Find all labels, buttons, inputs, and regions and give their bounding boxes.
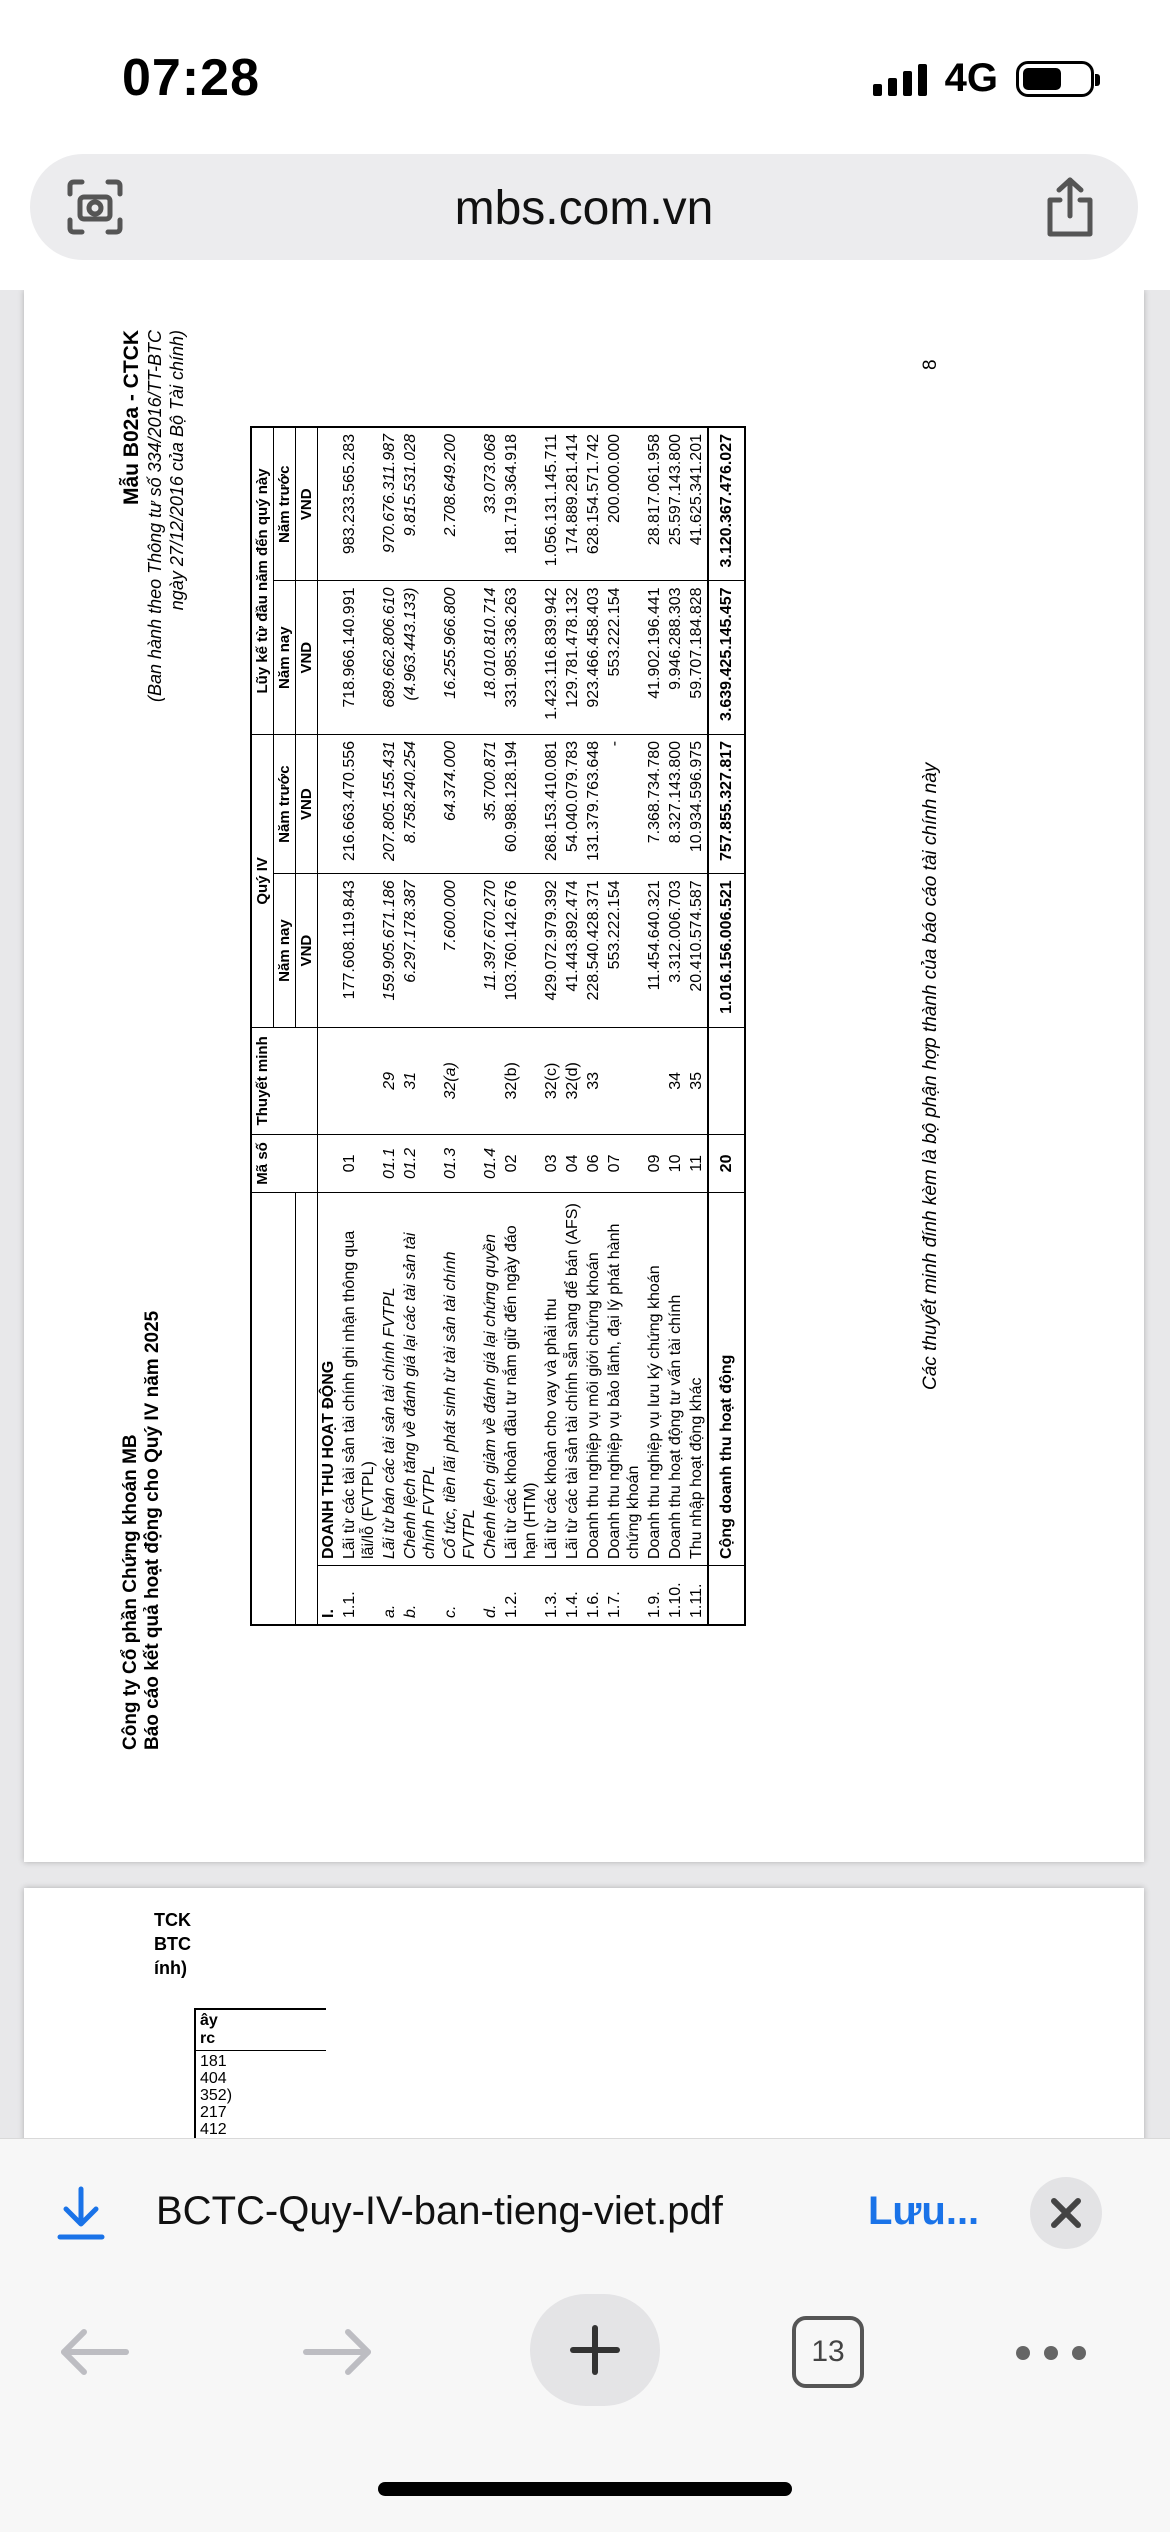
table-row xyxy=(501,427,541,1625)
q-current: 3.312.006.703 xyxy=(665,874,686,1027)
row-note xyxy=(644,1027,665,1134)
q-previous: 54.040.079.783 xyxy=(562,734,583,873)
table-row xyxy=(644,427,665,1625)
q-previous: 64.374.000 xyxy=(440,734,480,873)
signal-strength-icon xyxy=(873,62,927,96)
row-label: Doanh thu hoạt động tư vấn tài chính xyxy=(665,1193,686,1566)
total-ytd-previous: 3.120.367.476.027 xyxy=(708,427,745,581)
pdf-viewer[interactable] xyxy=(0,290,1170,2138)
row-index: 1.3. xyxy=(541,1566,562,1626)
q-current: 429.072.979.392 xyxy=(541,874,562,1027)
ytd-current: 129.781.478.132 xyxy=(562,581,583,734)
company-name: Công ty Cổ phần Chứng khoán MB xyxy=(120,1434,141,1750)
q-previous: 216.663.470.556 xyxy=(339,734,379,873)
ytd-current: 553.222.154 xyxy=(604,581,644,734)
row-code: 01.4 xyxy=(480,1134,501,1192)
table-row xyxy=(379,427,400,1625)
page2-col-head-line: rc xyxy=(200,2030,216,2047)
q-previous: 35.700.871 xyxy=(480,734,501,873)
row-note xyxy=(604,1027,644,1134)
circular-reference xyxy=(144,330,188,702)
close-icon xyxy=(1030,2177,1102,2249)
table-row xyxy=(480,427,501,1625)
ytd-current: 16.255.966.800 xyxy=(440,581,480,734)
status-time: 07:28 xyxy=(122,49,260,107)
row-note: 32(c) xyxy=(541,1027,562,1134)
ytd-current: (4.963.443.133) xyxy=(400,581,440,734)
download-icon[interactable] xyxy=(56,2185,106,2241)
ytd-previous: 174.889.281.414 xyxy=(562,427,583,581)
table-row xyxy=(400,427,440,1625)
ytd-previous: 983.233.565.283 xyxy=(339,427,379,581)
ytd-previous: 628.154.571.742 xyxy=(583,427,604,581)
table-row xyxy=(686,427,708,1625)
table-row xyxy=(665,427,686,1625)
table-row xyxy=(440,427,480,1625)
ytd-current: 718.966.140.991 xyxy=(339,581,379,734)
ytd-previous: 9.815.531.028 xyxy=(400,427,440,581)
page2-header-line: ính) xyxy=(154,1958,187,1978)
browser-toolbar xyxy=(0,2286,1170,2532)
ytd-previous: 28.817.061.958 xyxy=(644,427,665,581)
forward-arrow-icon[interactable] xyxy=(300,2324,376,2380)
more-options-icon[interactable] xyxy=(1014,2344,1088,2362)
q-current: 7.600.000 xyxy=(440,874,480,1027)
row-code: 07 xyxy=(604,1134,644,1192)
table-row xyxy=(583,427,604,1625)
q-previous: 8.327.143.800 xyxy=(665,734,686,873)
close-download-button[interactable] xyxy=(1030,2177,1102,2249)
ytd-previous: 25.597.143.800 xyxy=(665,427,686,581)
circular-line-1: (Ban hành theo Thông tư số 334/2016/TT-BTC xyxy=(145,330,165,702)
table-row xyxy=(541,427,562,1625)
q-last-year: Năm trước xyxy=(274,734,296,873)
row-note: 35 xyxy=(686,1027,708,1134)
report-footnote: Các thuyết minh đính kèm là bộ phận hợp thành của báo cáo tài chính này xyxy=(920,762,941,1390)
total-q-previous: 757.855.327.817 xyxy=(708,734,745,873)
blank-header xyxy=(296,1193,318,1626)
pdf-page xyxy=(24,290,1144,1862)
q-previous: - xyxy=(604,734,644,873)
row-index: c. xyxy=(440,1566,480,1626)
q-previous: 7.368.734.780 xyxy=(644,734,665,873)
income-table xyxy=(250,426,746,1626)
label-header xyxy=(251,1193,296,1626)
row-note: 32(d) xyxy=(562,1027,583,1134)
table-row xyxy=(562,427,583,1625)
ytd-header: Lũy kế từ đầu năm đến quý này xyxy=(251,427,274,734)
row-label: DOANH THU HOẠT ĐỘNG xyxy=(318,1193,340,1566)
circular-line-2: ngày 27/12/2016 của Bộ Tài chính) xyxy=(167,330,187,611)
row-label: Lãi từ các khoản đầu tư nắm giữ đến ngày đáo hạn (HTM) xyxy=(501,1193,541,1566)
q-current: 159.905.671.186 xyxy=(379,874,400,1027)
y-this-year: Năm nay xyxy=(274,581,296,734)
page2-col-head xyxy=(196,2010,326,2051)
row-note: 31 xyxy=(400,1027,440,1134)
download-filename[interactable]: BCTC-Quy-IV-ban-tieng-viet.pdf xyxy=(156,2189,723,2233)
row-label: Lãi từ các tài sản tài chính ghi nhận thông qua lãi/lỗ (FVTPL) xyxy=(339,1193,379,1566)
back-arrow-icon[interactable] xyxy=(56,2324,132,2380)
page2-value: 352) xyxy=(200,2087,233,2104)
page2-value: 181 xyxy=(200,2053,227,2070)
page2-value: 412 xyxy=(200,2121,227,2138)
ytd-current: 689.662.806.610 xyxy=(379,581,400,734)
network-type: 4G xyxy=(944,56,998,100)
rotated-report xyxy=(120,310,1000,1770)
ytd-current: 41.902.196.441 xyxy=(644,581,665,734)
row-code: 10 xyxy=(665,1134,686,1192)
q-previous: 207.805.155.431 xyxy=(379,734,400,873)
page2-table-fragment xyxy=(194,2008,326,2138)
q-current: 20.410.574.587 xyxy=(686,874,708,1027)
ytd-previous: 2.708.649.200 xyxy=(440,427,480,581)
q-current: 553.222.154 xyxy=(604,874,644,1027)
row-label: Chênh lệch tăng về đánh giá lại các tài sản tài chính FVTPL xyxy=(400,1193,440,1566)
row-index: I. xyxy=(318,1566,340,1626)
row-index: 1.10. xyxy=(665,1566,686,1626)
q-previous: 268.153.410.081 xyxy=(541,734,562,873)
total-row xyxy=(708,427,745,1625)
pdf-page-next xyxy=(24,1888,1144,2138)
row-code: 02 xyxy=(501,1134,541,1192)
unit-header: VND xyxy=(296,734,318,873)
row-index: b. xyxy=(400,1566,440,1626)
unit-header: VND xyxy=(296,581,318,734)
row-code: 01 xyxy=(339,1134,379,1192)
note-header: Thuyết minh xyxy=(251,1027,318,1134)
page2-col-head-line: ây xyxy=(200,2012,218,2029)
row-note: 34 xyxy=(665,1027,686,1134)
download-bar xyxy=(0,2138,1170,2287)
q-current: 228.540.428.371 xyxy=(583,874,604,1027)
total-label: Cộng doanh thu hoạt động xyxy=(708,1193,745,1566)
ytd-previous: 33.073.068 xyxy=(480,427,501,581)
q-current: 11.397.670.270 xyxy=(480,874,501,1027)
row-code: 11 xyxy=(686,1134,708,1192)
save-button[interactable]: Lưu... xyxy=(868,2189,980,2233)
total-ytd-current: 3.639.425.145.457 xyxy=(708,581,745,734)
row-code: 09 xyxy=(644,1134,665,1192)
total-q-current: 1.016.156.006.521 xyxy=(708,874,745,1027)
row-note: 29 xyxy=(379,1027,400,1134)
row-label: Lãi từ các khoản cho vay và phải thu xyxy=(541,1193,562,1566)
q-current: 11.454.640.321 xyxy=(644,874,665,1027)
q-this-year: Năm nay xyxy=(274,874,296,1027)
ytd-current: 59.707.184.828 xyxy=(686,581,708,734)
row-index: 1.7. xyxy=(604,1566,644,1626)
row-index: 1.2. xyxy=(501,1566,541,1626)
q-current: 6.297.178.387 xyxy=(400,874,440,1027)
page2-values xyxy=(196,2051,326,2138)
table-row xyxy=(604,427,644,1625)
row-label: Doanh thu nghiệp vụ bảo lãnh, đại lý phát hành chứng khoán xyxy=(604,1193,644,1566)
share-icon[interactable] xyxy=(1042,176,1098,238)
row-code: 01.2 xyxy=(400,1134,440,1192)
new-tab-button[interactable] xyxy=(530,2294,660,2406)
ytd-previous: 200.000.000 xyxy=(604,427,644,581)
table-row xyxy=(318,427,340,1625)
q-previous: 10.934.596.975 xyxy=(686,734,708,873)
form-code: Mẫu B02a - CTCK xyxy=(120,330,143,506)
tab-switcher-button[interactable]: 13 xyxy=(792,2316,864,2388)
row-note: 32(b) xyxy=(501,1027,541,1134)
page2-header-line: BTC xyxy=(154,1934,191,1954)
status-indicators xyxy=(873,56,1094,101)
row-note: 32(a) xyxy=(440,1027,480,1134)
ytd-current: 923.466.458.403 xyxy=(583,581,604,734)
page2-header xyxy=(154,1908,191,1980)
unit-header: VND xyxy=(296,427,318,581)
row-label: Thu nhập hoạt động khác xyxy=(686,1193,708,1566)
home-indicator xyxy=(378,2482,792,2496)
url-text[interactable]: mbs.com.vn xyxy=(454,182,714,235)
q-current: 103.760.142.676 xyxy=(501,874,541,1027)
row-label: Lãi từ bán các tài sản tài chính FVTPL xyxy=(379,1193,400,1566)
row-index: 1.6. xyxy=(583,1566,604,1626)
page2-header-line: TCK xyxy=(154,1910,191,1930)
code-header: Mã số xyxy=(251,1134,318,1192)
page2-value: 217 xyxy=(200,2104,227,2121)
row-index: 1.1. xyxy=(339,1566,379,1626)
row-code: 06 xyxy=(583,1134,604,1192)
row-index: 1.4. xyxy=(562,1566,583,1626)
row-index: 1.11. xyxy=(686,1566,708,1626)
page2-value: 404 xyxy=(200,2070,227,2087)
row-label: Cổ tức, tiền lãi phát sinh từ tài sản tài chính FVTPL xyxy=(440,1193,480,1566)
row-code: 01.3 xyxy=(440,1134,480,1192)
row-note xyxy=(339,1027,379,1134)
row-code: 01.1 xyxy=(379,1134,400,1192)
row-index: d. xyxy=(480,1566,501,1626)
page-number: 8 xyxy=(920,359,941,370)
ytd-current: 1.423.116.839.942 xyxy=(541,581,562,734)
ytd-previous: 181.719.364.918 xyxy=(501,427,541,581)
row-code: 03 xyxy=(541,1134,562,1192)
ytd-previous: 41.625.341.201 xyxy=(686,427,708,581)
row-note xyxy=(480,1027,501,1134)
ytd-current: 9.946.288.303 xyxy=(665,581,686,734)
row-label: Doanh thu nghiệp vụ lưu ký chứng khoán xyxy=(644,1193,665,1566)
row-label: Lãi từ các tài sản tài chính sẵn sàng để bán (AFS) xyxy=(562,1193,583,1566)
ytd-previous: 1.056.131.145.711 xyxy=(541,427,562,581)
ytd-current: 331.985.336.263 xyxy=(501,581,541,734)
report-title: Báo cáo kết quả hoạt động cho Quý IV năm 2025 xyxy=(142,1310,163,1750)
row-code: 04 xyxy=(562,1134,583,1192)
ytd-current: 18.010.810.714 xyxy=(480,581,501,734)
q-previous: 131.379.763.648 xyxy=(583,734,604,873)
row-note: 33 xyxy=(583,1027,604,1134)
q-previous: 60.988.128.194 xyxy=(501,734,541,873)
q-current: 177.608.119.843 xyxy=(339,874,379,1027)
quarter-header: Quý IV xyxy=(251,734,274,1027)
ytd-previous: 970.676.311.987 xyxy=(379,427,400,581)
q-previous: 8.758.240.254 xyxy=(400,734,440,873)
unit-header: VND xyxy=(296,874,318,1027)
battery-icon xyxy=(1016,61,1094,97)
total-code: 20 xyxy=(708,1134,745,1192)
row-index: a. xyxy=(379,1566,400,1626)
row-label: Doanh thu nghiệp vụ môi giới chứng khoán xyxy=(583,1193,604,1566)
address-bar[interactable] xyxy=(30,154,1138,260)
y-last-year: Năm trước xyxy=(274,427,296,581)
table-row xyxy=(339,427,379,1625)
q-current: 41.443.892.474 xyxy=(562,874,583,1027)
row-index: 1.9. xyxy=(644,1566,665,1626)
row-label: Chênh lệch giảm về đánh giá lại chứng quyền xyxy=(480,1193,501,1566)
plus-icon xyxy=(530,2294,660,2406)
